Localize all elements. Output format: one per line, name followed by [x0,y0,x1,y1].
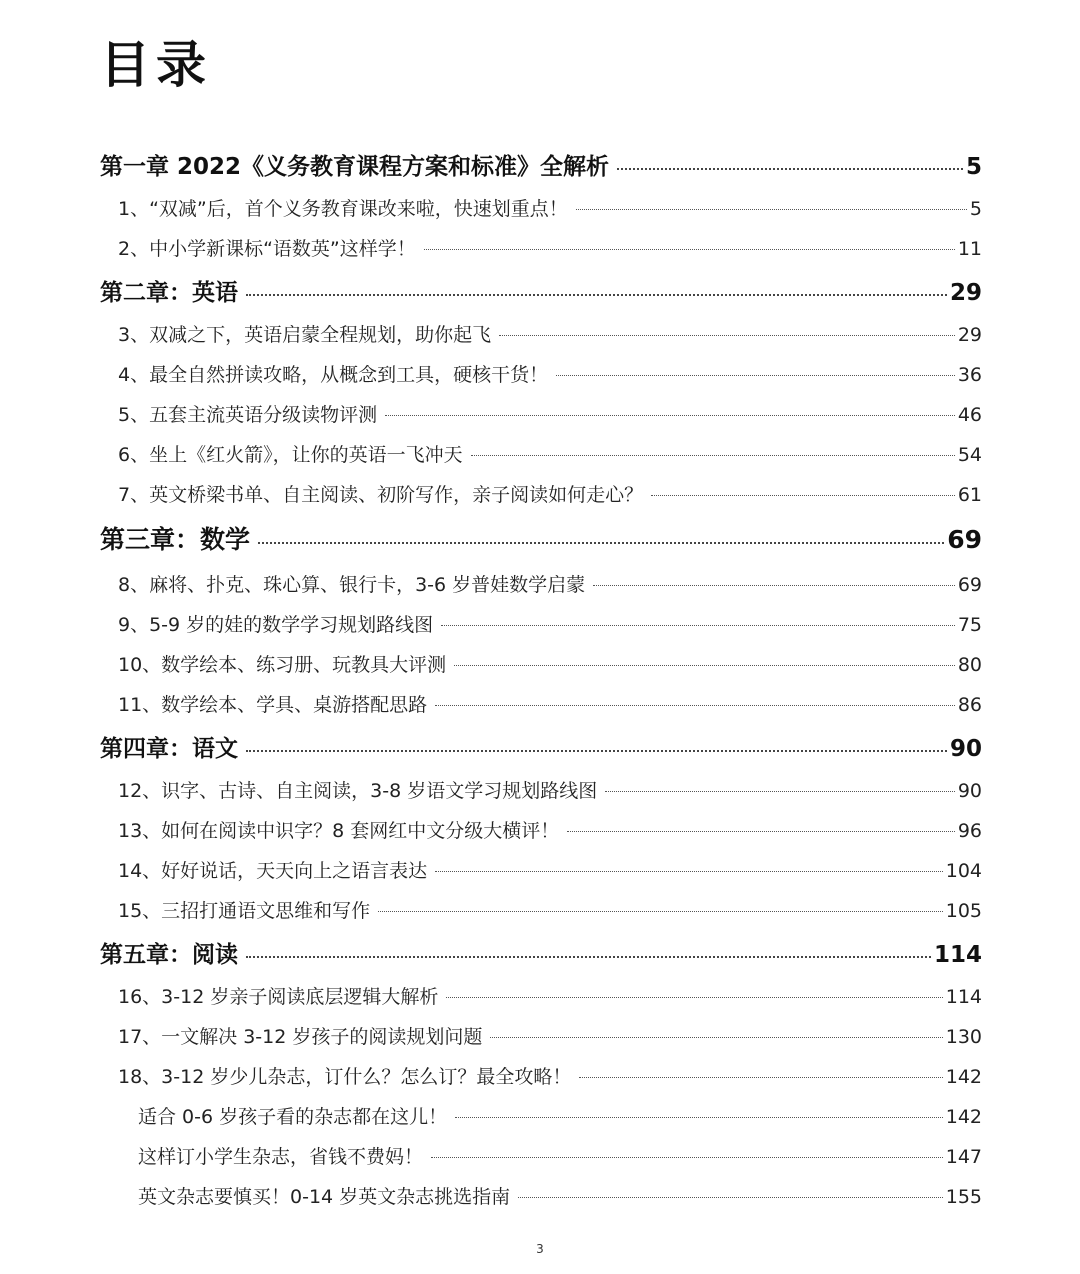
page-ref: 90 [949,736,982,762]
toc-item[interactable] [100,816,982,856]
dot-leader [435,705,955,706]
dot-leader [490,1037,942,1038]
toc-item[interactable] [100,896,982,936]
dot-leader [617,168,963,170]
item-title: 5、五套主流英语分级读物评测 [118,404,378,426]
page-ref: 104 [945,860,982,882]
table-of-contents [100,148,982,1222]
dot-leader [593,585,955,586]
dot-leader [651,495,955,496]
item-title: 15、三招打通语文思维和写作 [118,900,371,922]
toc-chapter-1[interactable] [100,148,982,194]
toc-item[interactable] [100,1062,982,1102]
dot-leader [556,375,955,376]
toc-item[interactable] [100,610,982,650]
toc-item[interactable] [100,570,982,610]
toc-item[interactable] [100,360,982,400]
toc-item[interactable] [100,400,982,440]
item-title: 1、“双减”后，首个义务教育课改来啦，快速划重点！ [118,198,568,220]
dot-leader [471,455,955,456]
toc-chapter-5[interactable] [100,936,982,982]
page-ref: 69 [957,574,982,596]
page-ref: 147 [945,1146,982,1168]
page-ref: 80 [957,654,982,676]
page-ref: 46 [957,404,982,426]
page-ref: 90 [957,780,982,802]
page-ref: 11 [957,238,982,260]
dot-leader [576,209,967,210]
page-ref: 86 [957,694,982,716]
toc-subitem[interactable] [100,1102,982,1142]
item-title: 4、最全自然拼读攻略，从概念到工具，硬核干货！ [118,364,549,386]
toc-item[interactable] [100,320,982,360]
dot-leader [378,911,943,912]
toc-item[interactable] [100,856,982,896]
page-ref: 75 [957,614,982,636]
chapter-title: 第一章 2022《义务教育课程方案和标准》全解析 [100,154,610,180]
page-ref: 105 [945,900,982,922]
toc-item[interactable] [100,650,982,690]
item-title: 17、一文解决 3-12 岁孩子的阅读规划问题 [118,1026,483,1048]
dot-leader [246,294,947,296]
chapter-title: 第四章：语文 [100,736,238,762]
toc-item[interactable] [100,194,982,234]
subitem-title: 这样订小学生杂志，省钱不费妈！ [138,1146,424,1168]
page-ref: 142 [945,1066,982,1088]
page-ref: 54 [957,444,982,466]
chapter-title: 第五章：阅读 [100,942,238,968]
dot-leader [446,997,942,998]
dot-leader [424,249,955,250]
page-ref: 114 [945,986,982,1008]
toc-item[interactable] [100,982,982,1022]
item-title: 7、英文桥梁书单、自主阅读、初阶写作，亲子阅读如何走心？ [118,484,644,506]
dot-leader [567,831,955,832]
item-title: 3、双减之下，英语启蒙全程规划，助你起飞 [118,324,492,346]
page-ref: 61 [957,484,982,506]
toc-item[interactable] [100,1022,982,1062]
toc-item[interactable] [100,440,982,480]
page-number: 3 [536,1242,544,1256]
page-ref: 29 [949,280,982,306]
page-ref: 29 [957,324,982,346]
toc-item[interactable] [100,776,982,816]
page-ref: 155 [945,1186,982,1208]
toc-chapter-4[interactable] [100,730,982,776]
item-title: 13、如何在阅读中识字？8 套网红中文分级大横评！ [118,820,560,842]
dot-leader [579,1077,942,1078]
toc-subitem[interactable] [100,1142,982,1182]
item-title: 12、识字、古诗、自主阅读，3-8 岁语文学习规划路线图 [118,780,598,802]
page-ref: 5 [965,154,982,180]
page-ref: 36 [957,364,982,386]
page-ref: 142 [945,1106,982,1128]
dot-leader [518,1197,943,1198]
item-title: 9、5-9 岁的娃的数学学习规划路线图 [118,614,434,636]
page-ref: 96 [957,820,982,842]
dot-leader [246,750,947,752]
page-title: 目录 [100,36,212,94]
chapter-title: 第二章：英语 [100,280,238,306]
item-title: 6、坐上《红火箭》，让你的英语一飞冲天 [118,444,463,466]
item-title: 2、中小学新课标“语数英”这样学！ [118,238,416,260]
dot-leader [435,871,943,872]
item-title: 16、3-12 岁亲子阅读底层逻辑大解析 [118,986,439,1008]
toc-chapter-3[interactable] [100,520,982,570]
toc-item[interactable] [100,234,982,274]
dot-leader [441,625,955,626]
dot-leader [246,956,931,958]
dot-leader [385,415,955,416]
dot-leader [455,1117,943,1118]
item-title: 8、麻将、扑克、珠心算、银行卡，3-6 岁普娃数学启蒙 [118,574,586,596]
page-ref: 69 [947,525,982,554]
page-ref: 5 [969,198,982,220]
dot-leader [499,335,955,336]
subitem-title: 英文杂志要慎买！0-14 岁英文杂志挑选指南 [138,1186,511,1208]
dot-leader [431,1157,943,1158]
item-title: 11、数学绘本、学具、桌游搭配思路 [118,694,428,716]
dot-leader [454,665,955,666]
toc-item[interactable] [100,690,982,730]
dot-leader [258,542,944,544]
toc-subitem[interactable] [100,1182,982,1222]
dot-leader [605,791,955,792]
toc-chapter-2[interactable] [100,274,982,320]
chapter-title: 第三章：数学 [100,525,251,554]
page-ref: 114 [933,942,982,968]
item-title: 14、好好说话，天天向上之语言表达 [118,860,428,882]
toc-item[interactable] [100,480,982,520]
subitem-title: 适合 0-6 岁孩子看的杂志都在这儿！ [138,1106,448,1128]
item-title: 10、数学绘本、练习册、玩教具大评测 [118,654,447,676]
page-ref: 130 [945,1026,982,1048]
item-title: 18、3-12 岁少儿杂志，订什么？怎么订？最全攻略！ [118,1066,572,1088]
